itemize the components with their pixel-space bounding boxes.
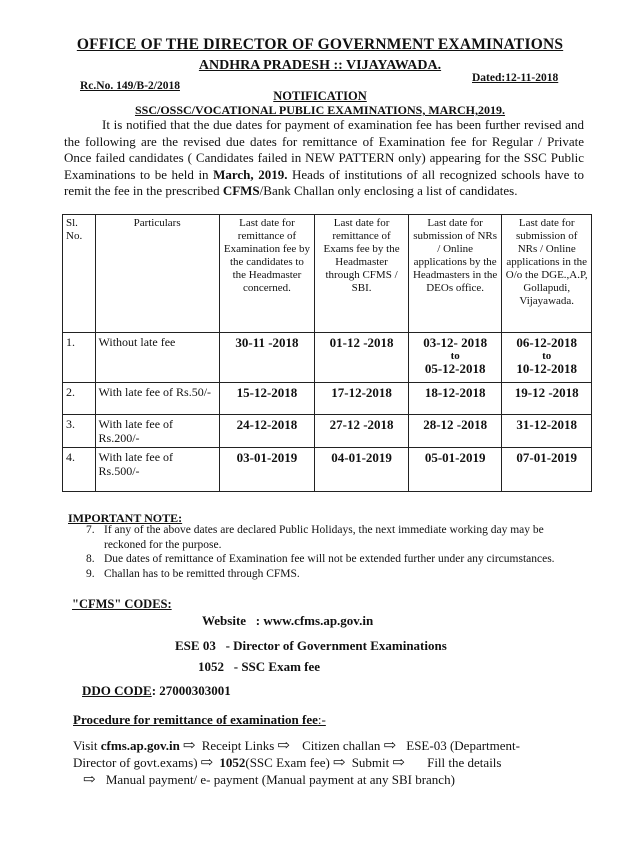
step-visit: Visit — [73, 738, 101, 753]
row-date4: 07-01-2019 — [502, 448, 592, 492]
cfms-codes-heading: "CFMS" CODES: — [72, 597, 172, 611]
row-sl: 1. — [63, 333, 96, 383]
arrow-right-icon: ⇨ — [83, 772, 96, 788]
row-date2: 27-12 -2018 — [315, 415, 409, 448]
date3-end: 05-12-2018 — [424, 361, 486, 376]
arrow-right-icon: ⇨ — [332, 755, 346, 771]
ddo-value: : 27000303001 — [151, 683, 231, 698]
row-sl: 3. — [63, 415, 96, 448]
note-number: 9. — [86, 567, 95, 580]
intro-bold-date: March, 2019. — [213, 166, 288, 182]
note-number: 8. — [86, 553, 95, 565]
procedure-heading-text: Procedure for remittance of examination fee — [73, 712, 318, 727]
step-code: 1052 — [219, 755, 246, 770]
arrow-right-icon: ⇨ — [392, 755, 405, 771]
rc-number: Rc.No. 149/B-2/2018 — [80, 80, 180, 92]
table-row — [63, 383, 592, 415]
row-date2: 04-01-2019 — [315, 448, 409, 492]
ddo-label: DDO CODE — [82, 683, 152, 698]
header-col1: Last date for remittance of Examination fee by the candidates to the Headmaster concerned. — [219, 215, 315, 333]
step-receipt-links: Receipt Links — [201, 738, 275, 753]
step-site: cfms.ap.gov.in — [100, 738, 180, 753]
date: Dated:12-11-2018 — [472, 72, 559, 84]
notification-heading: NOTIFICATION — [273, 89, 367, 103]
intro-paragraph — [64, 117, 584, 200]
procedure-heading-suffix: :- — [317, 712, 326, 727]
header-col2: Last date for remittance of Exams fee by the Headmaster through CFMS / SBI. — [315, 215, 409, 333]
table-row — [63, 333, 592, 383]
row-particular: With late fee of Rs.500/- — [95, 448, 219, 492]
cfms-fee-code: 1052 - SSC Exam fee — [198, 659, 321, 674]
header-particulars: Particulars — [95, 215, 219, 333]
table-row — [63, 415, 592, 448]
note-item — [86, 567, 586, 582]
step-fill-details: Fill the details — [427, 755, 502, 770]
header-col3: Last date for submission of NRs / Online applications by the Headmasters in the DEOs office. — [408, 215, 502, 333]
row-sl: 2. — [63, 383, 96, 415]
procedure-line-2 — [73, 755, 501, 771]
row-date3: 18-12-2018 — [408, 383, 502, 415]
note-text: If any of the above dates are declared Public Holidays, the next immediate working day may be reckoned for the purpose. — [104, 524, 544, 551]
step-manual-payment: Manual payment/ e- payment (Manual payment at any SBI branch) — [105, 772, 455, 787]
arrow-right-icon: ⇨ — [277, 738, 290, 754]
intro-text-1: It is notified that the due dates for payment of examination fee has been further revised and the following are the revised due dates for remittance of Examination fee for Regular / Private Once failed candidates ( Candidates failed in NEW PATTERN only) appearing for the SSC Public Examinations to be held in — [64, 117, 584, 182]
date3-start: 03-12- 2018 — [423, 335, 488, 350]
ddo-code — [82, 683, 231, 699]
procedure-heading — [73, 712, 326, 728]
row-sl: 4. — [63, 448, 96, 492]
intro-text-3: /Bank Challan only enclosing a list of candidates. — [259, 183, 518, 198]
arrow-right-icon: ⇨ — [383, 738, 397, 754]
step-code-suffix: (SSC Exam fee) — [245, 755, 330, 770]
step-ese: ESE-03 (Department- — [406, 738, 520, 753]
procedure-line-1 — [73, 738, 520, 754]
important-note-heading: IMPORTANT NOTE: — [68, 511, 183, 525]
date4-to: to — [542, 350, 552, 362]
important-notes — [86, 523, 586, 581]
row-date1: 15-12-2018 — [219, 383, 315, 415]
date4-end: 10-12-2018 — [516, 361, 578, 376]
row-date3: 05-01-2019 — [408, 448, 502, 492]
row-date1: 03-01-2019 — [219, 448, 315, 492]
row-date1: 24-12-2018 — [219, 415, 315, 448]
row-date4: 31-12-2018 — [502, 415, 592, 448]
table-row — [63, 448, 592, 492]
intro-text-2: Heads of institutions of all recognized schools have to remit the fee in the prescribed — [64, 166, 584, 198]
row-particular: With late fee of Rs.200/- — [95, 415, 219, 448]
note-text: Challan has to be remitted through CFMS. — [104, 567, 300, 580]
note-text: Due dates of remittance of Examination fee will not be extended further under any circumstances. — [104, 553, 555, 565]
row-date3 — [408, 333, 502, 383]
row-date2: 01-12 -2018 — [315, 333, 409, 383]
row-date4: 19-12 -2018 — [502, 383, 592, 415]
header-sl: Sl. No. — [63, 215, 96, 333]
office-title: OFFICE OF THE DIRECTOR OF GOVERNMENT EXAMINATIONS — [76, 36, 564, 53]
row-particular: Without late fee — [95, 333, 219, 383]
cfms-website: Website : www.cfms.ap.gov.in — [202, 613, 374, 628]
step-dge: Director of govt.exams) — [73, 755, 198, 770]
table-header-row — [63, 215, 592, 333]
step-citizen-challan: Citizen challan — [302, 738, 381, 753]
intro-bold-cfms: CFMS — [222, 183, 260, 198]
state-title: ANDHRA PRADESH :: VIJAYAWADA. — [198, 58, 442, 73]
note-item — [86, 552, 586, 567]
row-particular: With late fee of Rs.50/- — [95, 383, 219, 415]
row-date3: 28-12 -2018 — [408, 415, 502, 448]
header-col4: Last date for submission of NRs / Online applications in the O/o the DGE.,A.P, Gollapudi, Vijayawada. — [502, 215, 592, 333]
procedure-line-3 — [80, 772, 455, 788]
note-item — [86, 523, 586, 552]
schedule-table — [62, 214, 592, 492]
row-date4 — [502, 333, 592, 383]
note-number: 7. — [86, 524, 95, 536]
row-date1: 30-11 -2018 — [219, 333, 315, 383]
date3-to: to — [450, 350, 460, 362]
cfms-ese-code: ESE 03 - Director of Government Examinations — [175, 638, 447, 653]
date4-start: 06-12-2018 — [516, 335, 578, 350]
arrow-right-icon: ⇨ — [200, 755, 214, 771]
row-date2: 17-12-2018 — [315, 383, 409, 415]
subject-line: SSC/OSSC/VOCATIONAL PUBLIC EXAMINATIONS, MARCH,2019. — [134, 103, 506, 117]
step-submit: Submit — [351, 755, 390, 770]
arrow-right-icon: ⇨ — [182, 738, 196, 754]
